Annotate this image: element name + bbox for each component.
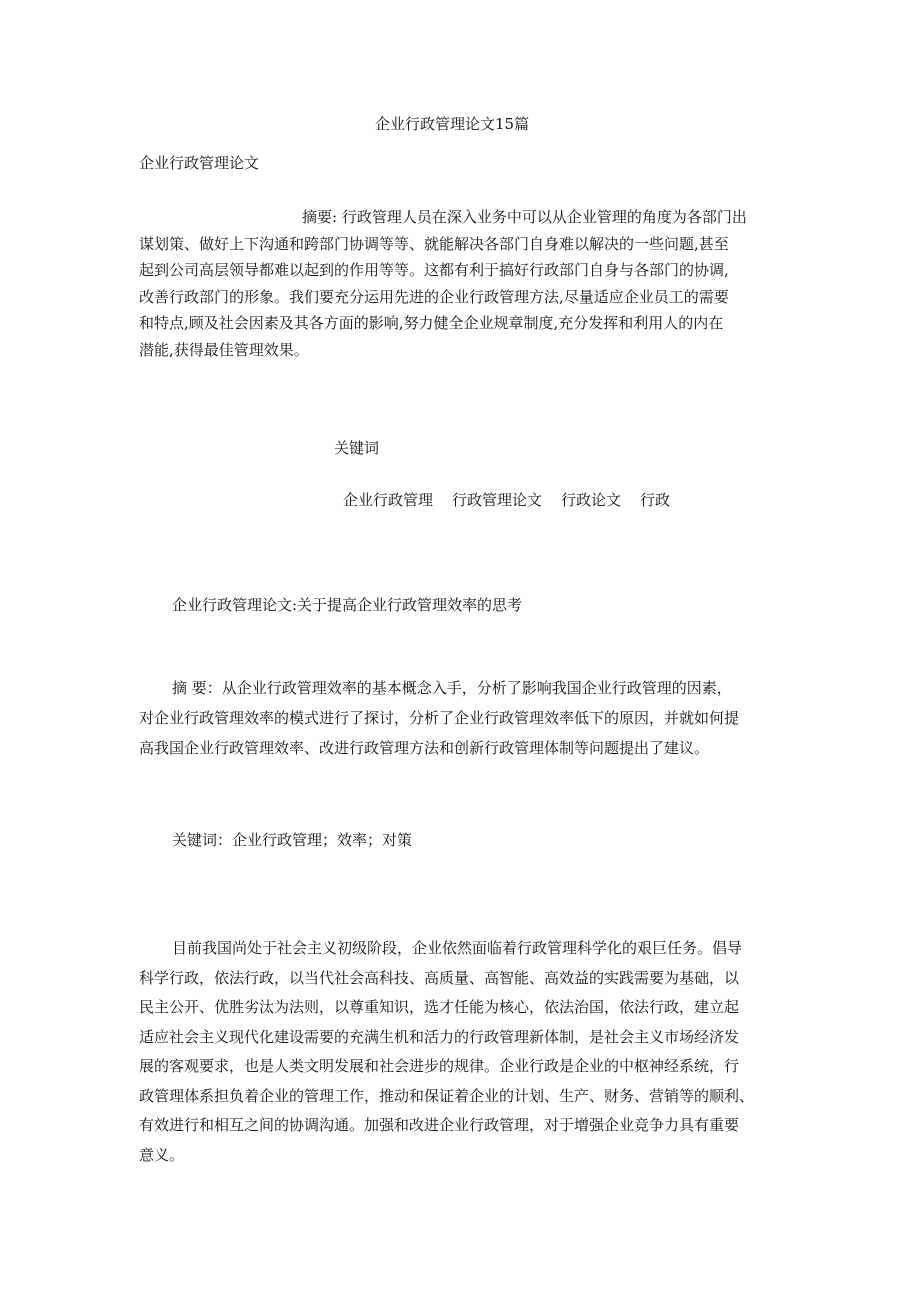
article-keywords: 关键词：企业行政管理；效率；对策 (172, 831, 413, 849)
keyword-item: 企业行政管理 (343, 491, 434, 509)
body-line: 科学行政，依法行政，以当代社会高科技、高质量、高智能、高效益的实践需要为基础，以 (139, 968, 740, 987)
body-line: 展的客观要求，也是人类文明发展和社会进步的规律。企业行政是企业的中枢神经系统，行 (139, 1057, 740, 1075)
keywords-label: 关键词 (334, 439, 380, 457)
body-line: 有效进行和相互之间的协调沟通。加强和改进企业行政管理，对于增强企业竞争力具有重要 (139, 1116, 740, 1134)
abstract-line: 摘 要：从企业行政管理效率的基本概念入手，分析了影响我国企业行政管理的因素， (172, 679, 732, 697)
document-title: 企业行政管理论文15篇 (375, 115, 530, 133)
abstract-line: 高我国企业行政管理效率、改进行政管理方法和创新行政管理体制等问题提出了建议。 (139, 739, 710, 757)
abstract-line: 和特点,顾及社会因素及其各方面的影响,努力健全企业规章制度,充分发挥和利用人的内在 (139, 314, 724, 332)
body-line: 意义。 (139, 1145, 185, 1164)
body-line: 目前我国尚处于社会主义初级阶段，企业依然面临着行政管理科学化的艰巨任务。倡导 (172, 939, 743, 957)
section-heading: 企业行政管理论文 (139, 154, 260, 172)
abstract-line: 改善行政部门的形象。我们要充分运用先进的企业行政管理方法,尽量适应企业员工的需要 (139, 287, 729, 306)
keywords-list (343, 493, 670, 508)
article-abstract (139, 673, 781, 763)
body-paragraph (139, 934, 781, 1170)
keyword-item: 行政论文 (561, 491, 622, 509)
body-line: 政管理体系担负着企业的管理工作，推动和保证着企业的计划、生产、财务、营销等的顺利、 (139, 1086, 755, 1105)
body-line: 民主公开、优胜劣汰为法则，以尊重知识，选才任能为核心，依法治国，依法行政，建立起 (139, 998, 740, 1016)
abstract-line: 对企业行政管理效率的模式进行了探讨，分析了企业行政管理效率低下的原因，并就如何提 (139, 709, 740, 727)
abstract-line: 谋划策、做好上下沟通和跨部门协调等等、就能解决各部门自身难以解决的一些问题,甚至 (139, 234, 729, 253)
article-title: 企业行政管理论文:关于提高企业行政管理效率的思考 (172, 596, 523, 614)
keyword-item: 行政管理论文 (452, 491, 543, 509)
abstract-line: 摘要: 行政管理人员在深入业务中可以从企业管理的角度为各部门出 (302, 208, 747, 226)
abstract-paragraph (139, 204, 781, 363)
abstract-line: 潜能,获得最佳管理效果。 (139, 340, 309, 359)
body-line: 适应社会主义现代化建设需要的充满生机和活力的行政管理新体制，是社会主义市场经济发 (139, 1027, 740, 1046)
abstract-line: 起到公司高层领导都难以起到的作用等等。这都有利于搞好行政部门自身与各部门的协调, (139, 261, 729, 279)
keyword-item: 行政 (640, 491, 671, 509)
